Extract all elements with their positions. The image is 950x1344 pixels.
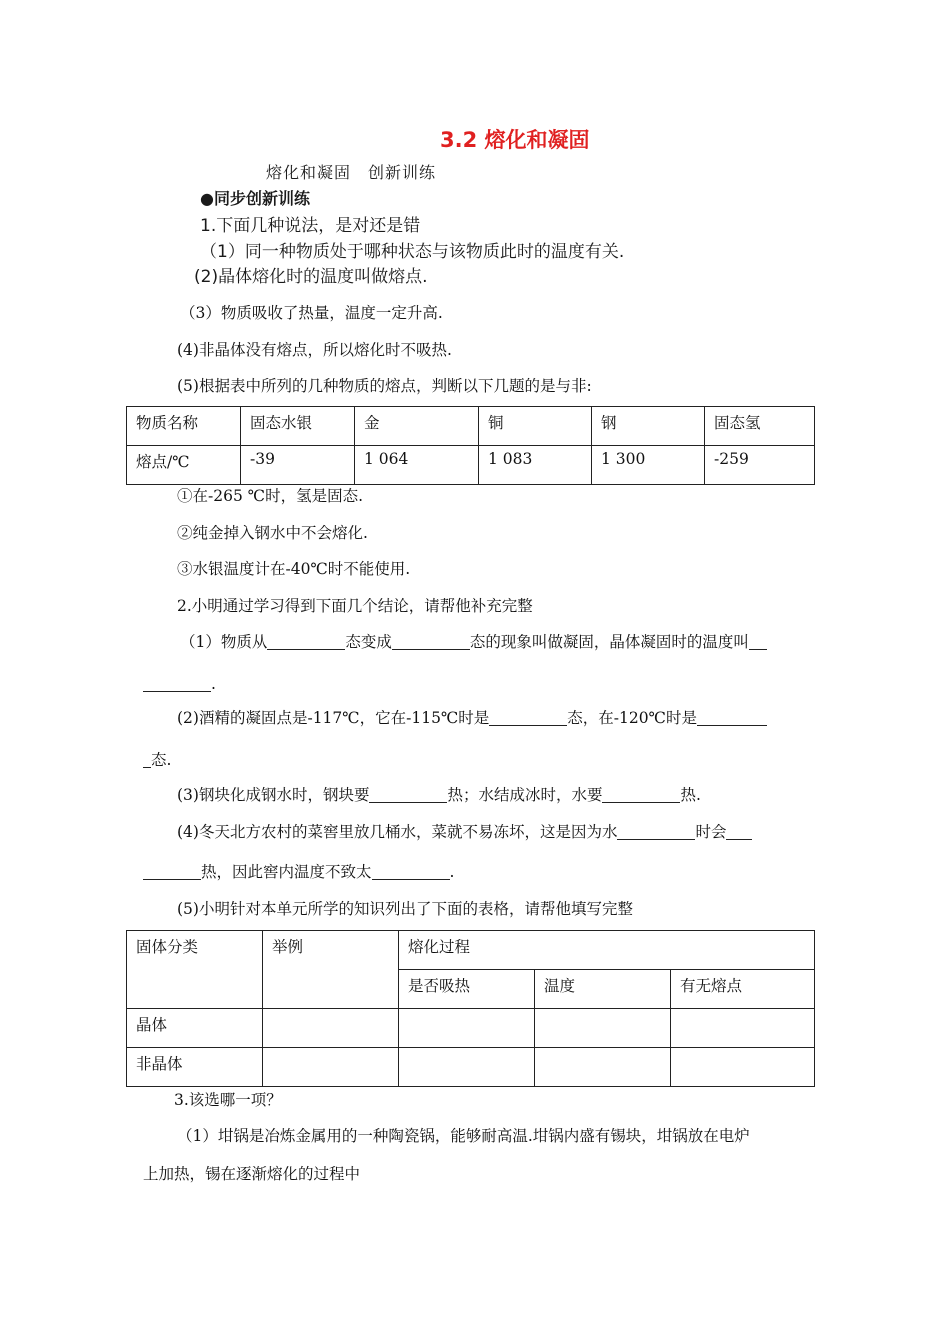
text-span: 热，因此窖内温度不致太 <box>201 863 372 881</box>
q1-judgement-3: ③水银温度计在-40℃时不能使用. <box>177 560 411 578</box>
q1-statement-5: (5)根据表中所列的几种物质的熔点，判断以下几题的是与非: <box>177 377 592 395</box>
table-header-cell: 举例 <box>263 931 399 1009</box>
section-heading: ●同步创新训练 <box>200 189 310 208</box>
table-cell[interactable] <box>399 1048 535 1087</box>
answer-blank[interactable] <box>143 863 201 880</box>
table-header-cell: 温度 <box>535 970 671 1009</box>
melting-point-table <box>126 406 815 485</box>
q2-part-4-cont <box>143 862 454 882</box>
q1-statement-4: (4)非晶体没有熔点，所以熔化时不吸热. <box>177 341 452 359</box>
table-cell: -259 <box>705 446 815 485</box>
text-span: . <box>449 863 455 881</box>
text-span: 态，在-120℃时是 <box>567 709 697 727</box>
table-header-cell: 有无熔点 <box>671 970 815 1009</box>
page-title: 3.2 熔化和凝固 <box>440 128 590 152</box>
answer-blank[interactable] <box>143 675 211 692</box>
q2-part-1 <box>180 632 767 652</box>
classification-table <box>126 930 815 1087</box>
table-cell: 固态氢 <box>705 407 815 446</box>
table-cell[interactable] <box>535 1048 671 1087</box>
table-header-cell: 是否吸热 <box>399 970 535 1009</box>
table-cell: 固态水银 <box>241 407 355 446</box>
q1-statement-3: （3）物质吸收了热量，温度一定升高. <box>180 304 443 322</box>
text-span: 态变成 <box>345 633 392 651</box>
q1-stem: 1.下面几种说法，是对还是错 <box>200 216 421 236</box>
text-span: 时会 <box>695 823 727 841</box>
answer-blank[interactable] <box>392 633 470 650</box>
text-span: . <box>211 675 216 693</box>
q2-part-2-cont <box>143 750 171 770</box>
text-span: (4)冬天北方农村的菜窖里放几桶水，菜就不易冻坏，这是因为水 <box>177 823 618 841</box>
q2-stem: 2.小明通过学习得到下面几个结论，请帮他补充完整 <box>177 597 533 615</box>
answer-blank[interactable] <box>143 751 151 768</box>
q2-part-1-cont <box>143 674 216 694</box>
q3-line-1: （1）坩锅是冶炼金属用的一种陶瓷锅，能够耐高温.坩锅内盛有锡块，坩锅放在电炉 <box>177 1127 750 1145</box>
table-header-cell: 固体分类 <box>127 931 263 1009</box>
q1-judgement-2: ②纯金掉入钢水中不会熔化. <box>177 524 368 542</box>
answer-blank[interactable] <box>749 633 767 650</box>
text-span: 态. <box>151 751 172 769</box>
table-cell: 1 300 <box>592 446 705 485</box>
table-cell: 钢 <box>592 407 705 446</box>
q1-statement-2: (2)晶体熔化时的温度叫做熔点. <box>194 267 428 287</box>
q2-part-4 <box>177 822 752 842</box>
q2-part-5: (5)小明针对本单元所学的知识列出了下面的表格，请帮他填写完整 <box>177 900 633 918</box>
table-cell[interactable] <box>263 1009 399 1048</box>
table-row <box>127 1009 815 1048</box>
answer-blank[interactable] <box>617 823 695 840</box>
answer-blank[interactable] <box>372 863 450 880</box>
q2-part-2 <box>177 708 767 728</box>
text-span: (2)酒精的凝固点是-117℃，它在-115℃时是 <box>177 709 490 727</box>
table-cell: 金 <box>355 407 479 446</box>
table-cell: 1 083 <box>479 446 592 485</box>
table-cell[interactable] <box>671 1048 815 1087</box>
text-span: 态的现象叫做凝固，晶体凝固时的温度叫 <box>469 633 749 651</box>
table-cell: 熔点/℃ <box>127 446 241 485</box>
q3-stem: 3.该选哪一项？ <box>174 1091 282 1109</box>
answer-blank[interactable] <box>369 786 447 803</box>
q3-line-2: 上加热，锡在逐渐熔化的过程中 <box>143 1165 361 1183</box>
table-cell: 晶体 <box>127 1009 263 1048</box>
text-span: (3)钢块化成钢水时，钢块要 <box>177 786 370 804</box>
q2-part-3 <box>177 785 701 805</box>
q1-statement-1: （1）同一种物质处于哪种状态与该物质此时的温度有关. <box>200 242 625 262</box>
table-row <box>127 446 815 485</box>
q1-judgement-1: ①在-265 ℃时，氢是固态. <box>177 487 364 505</box>
table-cell[interactable] <box>535 1009 671 1048</box>
answer-blank[interactable] <box>697 709 767 726</box>
text-span: 热. <box>680 786 701 804</box>
table-cell[interactable] <box>263 1048 399 1087</box>
table-cell: 物质名称 <box>127 407 241 446</box>
table-row <box>127 1048 815 1087</box>
table-header-cell: 熔化过程 <box>399 931 815 970</box>
subtitle: 熔化和凝固 创新训练 <box>266 163 437 182</box>
text-span: （1）物质从 <box>180 633 268 651</box>
answer-blank[interactable] <box>489 709 567 726</box>
table-cell: 铜 <box>479 407 592 446</box>
text-span: 热；水结成冰时，水要 <box>447 786 603 804</box>
answer-blank[interactable] <box>726 823 752 840</box>
table-row <box>127 931 815 970</box>
answer-blank[interactable] <box>267 633 345 650</box>
table-cell[interactable] <box>671 1009 815 1048</box>
table-cell: 非晶体 <box>127 1048 263 1087</box>
table-cell: -39 <box>241 446 355 485</box>
answer-blank[interactable] <box>602 786 680 803</box>
table-cell: 1 064 <box>355 446 479 485</box>
table-row <box>127 407 815 446</box>
table-cell[interactable] <box>399 1009 535 1048</box>
